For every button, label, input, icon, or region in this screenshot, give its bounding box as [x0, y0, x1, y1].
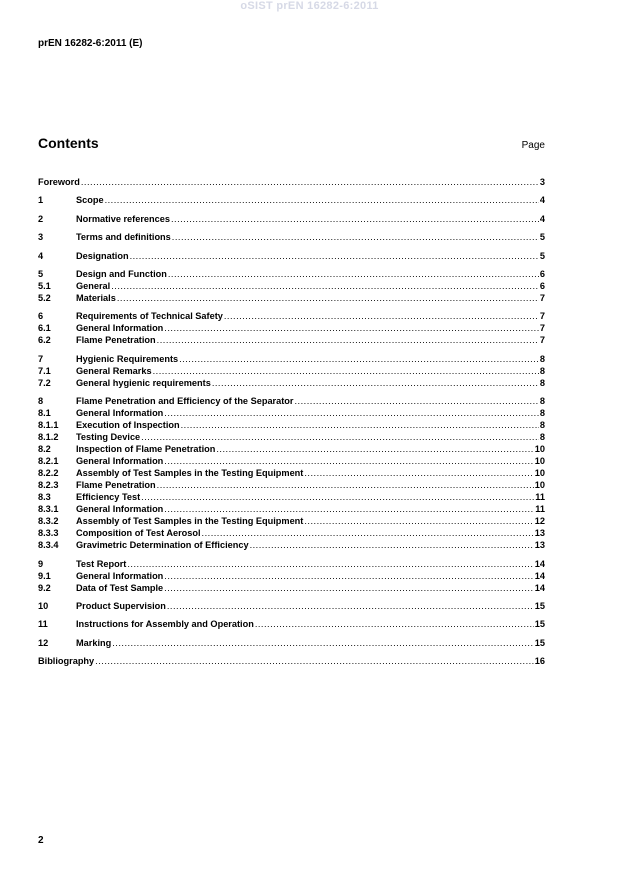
toc-entry-page: 12 — [534, 516, 545, 527]
dot-leader — [304, 515, 533, 527]
toc-entry-title: Requirements of Technical Safety — [76, 311, 223, 322]
toc-entry[interactable] — [38, 353, 545, 365]
toc-entry[interactable] — [38, 491, 545, 503]
table-of-contents — [38, 176, 545, 667]
toc-entry-page: 4 — [539, 213, 545, 224]
toc-entry-title: Efficiency Test — [76, 492, 141, 503]
toc-entry-number: 9.2 — [38, 582, 51, 593]
toc-entry-page: 14 — [534, 570, 545, 581]
toc-entry[interactable] — [38, 322, 545, 334]
toc-entry-number: 10 — [38, 600, 49, 611]
watermark: oSIST prEN 16282-6:2011 — [240, 0, 379, 12]
dot-leader — [179, 353, 539, 365]
toc-entry-page: 14 — [534, 582, 545, 593]
toc-entry[interactable] — [38, 527, 545, 539]
toc-entry-title: Bibliography — [38, 656, 95, 667]
page-column-label: Page — [521, 140, 545, 151]
toc-entry-number: 1 — [38, 195, 44, 206]
toc-entry[interactable] — [38, 377, 545, 389]
dot-leader — [81, 176, 539, 188]
toc-entry[interactable] — [38, 618, 545, 630]
toc-entry[interactable] — [38, 194, 545, 206]
dot-leader — [164, 407, 539, 419]
toc-entry[interactable] — [38, 280, 545, 292]
toc-entry-page: 10 — [534, 468, 545, 479]
toc-entry-page: 8 — [539, 432, 545, 443]
toc-entry-number: 8.3.1 — [38, 504, 59, 515]
toc-entry-title: General hygienic requirements — [76, 377, 211, 388]
toc-entry-page: 13 — [534, 540, 545, 551]
toc-entry-number: 12 — [38, 637, 49, 648]
toc-entry-title: Instructions for Assembly and Operation — [76, 619, 254, 630]
toc-entry-number: 5.2 — [38, 292, 51, 303]
toc-entry[interactable] — [38, 334, 545, 346]
toc-entry[interactable] — [38, 479, 545, 491]
toc-entry-title: Test Report — [76, 558, 127, 569]
toc-entry-page: 13 — [534, 528, 545, 539]
toc-entry-number: 9.1 — [38, 570, 51, 581]
toc-entry[interactable] — [38, 558, 545, 570]
toc-entry[interactable] — [38, 365, 545, 377]
toc-entry[interactable] — [38, 503, 545, 515]
toc-entry-title: General Information — [76, 408, 164, 419]
toc-entry-page: 8 — [539, 365, 545, 376]
toc-entry-title: General Remarks — [76, 365, 152, 376]
toc-entry-page: 15 — [534, 600, 545, 611]
toc-entry[interactable] — [38, 176, 545, 188]
toc-entry[interactable] — [38, 515, 545, 527]
toc-entry-title: Flame Penetration — [76, 335, 156, 346]
toc-entry-page: 6 — [539, 280, 545, 291]
toc-entry-title: Materials — [76, 292, 116, 303]
dot-leader — [127, 558, 533, 570]
dot-leader — [216, 443, 533, 455]
dot-leader — [95, 655, 534, 667]
toc-entry-title: Marking — [76, 637, 112, 648]
toc-entry-title: Flame Penetration and Efficiency of the Separator — [76, 396, 294, 407]
toc-entry-number: 7.2 — [38, 377, 51, 388]
toc-entry-number: 6 — [38, 311, 44, 322]
toc-entry-title: Hygienic Requirements — [76, 353, 179, 364]
dot-leader — [164, 582, 534, 594]
toc-entry-number: 5.1 — [38, 280, 51, 291]
toc-entry-page: 7 — [539, 323, 545, 334]
toc-entry-title: Testing Device — [76, 432, 141, 443]
toc-entry-page: 7 — [539, 335, 545, 346]
dot-leader — [141, 431, 539, 443]
dot-leader — [153, 365, 539, 377]
toc-entry-number: 7.1 — [38, 365, 51, 376]
toc-entry-title: Execution of Inspection — [76, 420, 180, 431]
toc-entry-number: 8.3.4 — [38, 540, 59, 551]
toc-entry-number: 6.2 — [38, 335, 51, 346]
page-number: 2 — [38, 835, 44, 846]
toc-entry-page: 8 — [539, 420, 545, 431]
dot-leader — [130, 250, 539, 262]
toc-entry-page: 4 — [539, 195, 545, 206]
dot-leader — [157, 334, 539, 346]
toc-entry-number: 8.2.2 — [38, 468, 59, 479]
toc-entry-page: 3 — [539, 177, 545, 187]
dot-leader — [164, 322, 539, 334]
toc-entry-number: 8.1 — [38, 408, 51, 419]
dot-leader — [181, 419, 539, 431]
toc-entry[interactable] — [38, 213, 545, 225]
toc-entry-title: General Information — [76, 323, 164, 334]
toc-entry-number: 11 — [38, 619, 48, 630]
toc-entry-page: 6 — [539, 268, 545, 279]
toc-entry-page: 11 — [535, 492, 545, 503]
dot-leader — [164, 455, 533, 467]
dot-leader — [202, 527, 534, 539]
toc-entry-number: 9 — [38, 558, 44, 569]
toc-entry[interactable] — [38, 407, 545, 419]
toc-entry[interactable] — [38, 539, 545, 551]
dot-leader — [105, 194, 539, 206]
toc-entry[interactable] — [38, 250, 545, 262]
toc-entry-page: 16 — [534, 656, 545, 667]
toc-entry-number: 8 — [38, 396, 44, 407]
toc-entry-title: General — [76, 280, 111, 291]
toc-entry-number: 4 — [38, 250, 44, 261]
toc-entry-title: Assembly of Test Samples in the Testing Equipment — [76, 516, 304, 527]
toc-entry-title: Inspection of Flame Penetration — [76, 444, 216, 455]
toc-entry-number: 8.3 — [38, 492, 51, 503]
dot-leader — [172, 231, 539, 243]
toc-entry-page: 10 — [534, 456, 545, 467]
document-id: prEN 16282-6:2011 (E) — [38, 38, 143, 49]
toc-entry-title: General Information — [76, 504, 164, 515]
toc-entry[interactable] — [38, 637, 545, 649]
toc-entry-number: 7 — [38, 353, 44, 364]
dot-leader — [164, 503, 534, 515]
toc-entry-title: Foreword — [38, 177, 80, 187]
dot-leader — [164, 570, 533, 582]
toc-entry-page: 10 — [534, 480, 545, 491]
dot-leader — [167, 600, 534, 612]
toc-entry[interactable] — [38, 570, 545, 582]
page-title: Contents — [38, 135, 99, 151]
toc-entry-page: 14 — [534, 558, 545, 569]
dot-leader — [168, 268, 539, 280]
toc-entry-title: Terms and definitions — [76, 232, 171, 243]
toc-entry[interactable] — [38, 467, 545, 479]
toc-entry-title: Scope — [76, 195, 104, 206]
toc-entry-title: Normative references — [76, 213, 170, 224]
dot-leader — [212, 377, 539, 389]
toc-entry-title: Gravimetric Determination of Efficiency — [76, 540, 249, 551]
dot-leader — [112, 637, 534, 649]
toc-entry[interactable] — [38, 431, 545, 443]
dot-leader — [117, 292, 539, 304]
toc-entry-title: Data of Test Sample — [76, 582, 164, 593]
toc-entry-page: 15 — [534, 619, 545, 630]
dot-leader — [224, 310, 539, 322]
toc-entry-number: 8.3.2 — [38, 516, 59, 527]
toc-entry-page: 10 — [534, 444, 545, 455]
toc-entry-number: 8.1.2 — [38, 432, 59, 443]
toc-entry-page: 5 — [539, 232, 545, 243]
toc-entry[interactable] — [38, 268, 545, 280]
toc-entry-title: General Information — [76, 570, 164, 581]
toc-entry-page: 8 — [539, 408, 545, 419]
toc-entry[interactable] — [38, 395, 545, 407]
dot-leader — [111, 280, 539, 292]
toc-entry-number: 2 — [38, 213, 44, 224]
toc-entry-title: Designation — [76, 250, 129, 261]
dot-leader — [295, 395, 539, 407]
toc-entry-page: 5 — [539, 250, 545, 261]
toc-entry-number: 8.3.3 — [38, 528, 59, 539]
toc-entry[interactable] — [38, 419, 545, 431]
toc-entry-page: 7 — [539, 292, 545, 303]
dot-leader — [250, 539, 534, 551]
toc-entry-page: 11 — [535, 504, 545, 515]
toc-entry-title: Product Supervision — [76, 600, 166, 611]
toc-entry-number: 8.2.1 — [38, 456, 59, 467]
toc-entry[interactable] — [38, 582, 545, 594]
dot-leader — [157, 479, 534, 491]
toc-entry[interactable] — [38, 292, 545, 304]
toc-entry-page: 8 — [539, 396, 545, 407]
toc-entry-title: Assembly of Test Samples in the Testing Equipment — [76, 468, 304, 479]
toc-entry-number: 8.2 — [38, 444, 51, 455]
dot-leader — [255, 618, 534, 630]
toc-entry-page: 8 — [539, 377, 545, 388]
toc-entry-number: 8.2.3 — [38, 480, 59, 491]
toc-entry-number: 6.1 — [38, 323, 51, 334]
dot-leader — [171, 213, 539, 225]
toc-entry[interactable] — [38, 600, 545, 612]
toc-entry-page: 8 — [539, 353, 545, 364]
toc-entry-title: General Information — [76, 456, 164, 467]
toc-entry-number: 8.1.1 — [38, 420, 59, 431]
toc-entry-number: 5 — [38, 268, 44, 279]
toc-entry[interactable] — [38, 443, 545, 455]
dot-leader — [304, 467, 533, 479]
toc-entry-title: Composition of Test Aerosol — [76, 528, 201, 539]
toc-entry-page: 7 — [539, 311, 545, 322]
toc-entry-page: 15 — [534, 637, 545, 648]
toc-entry-title: Design and Function — [76, 268, 167, 279]
toc-entry-number: 3 — [38, 232, 44, 243]
toc-entry[interactable] — [38, 231, 545, 243]
toc-entry[interactable] — [38, 655, 545, 667]
toc-entry-title: Flame Penetration — [76, 480, 156, 491]
toc-entry[interactable] — [38, 455, 545, 467]
dot-leader — [141, 491, 534, 503]
toc-entry[interactable] — [38, 310, 545, 322]
